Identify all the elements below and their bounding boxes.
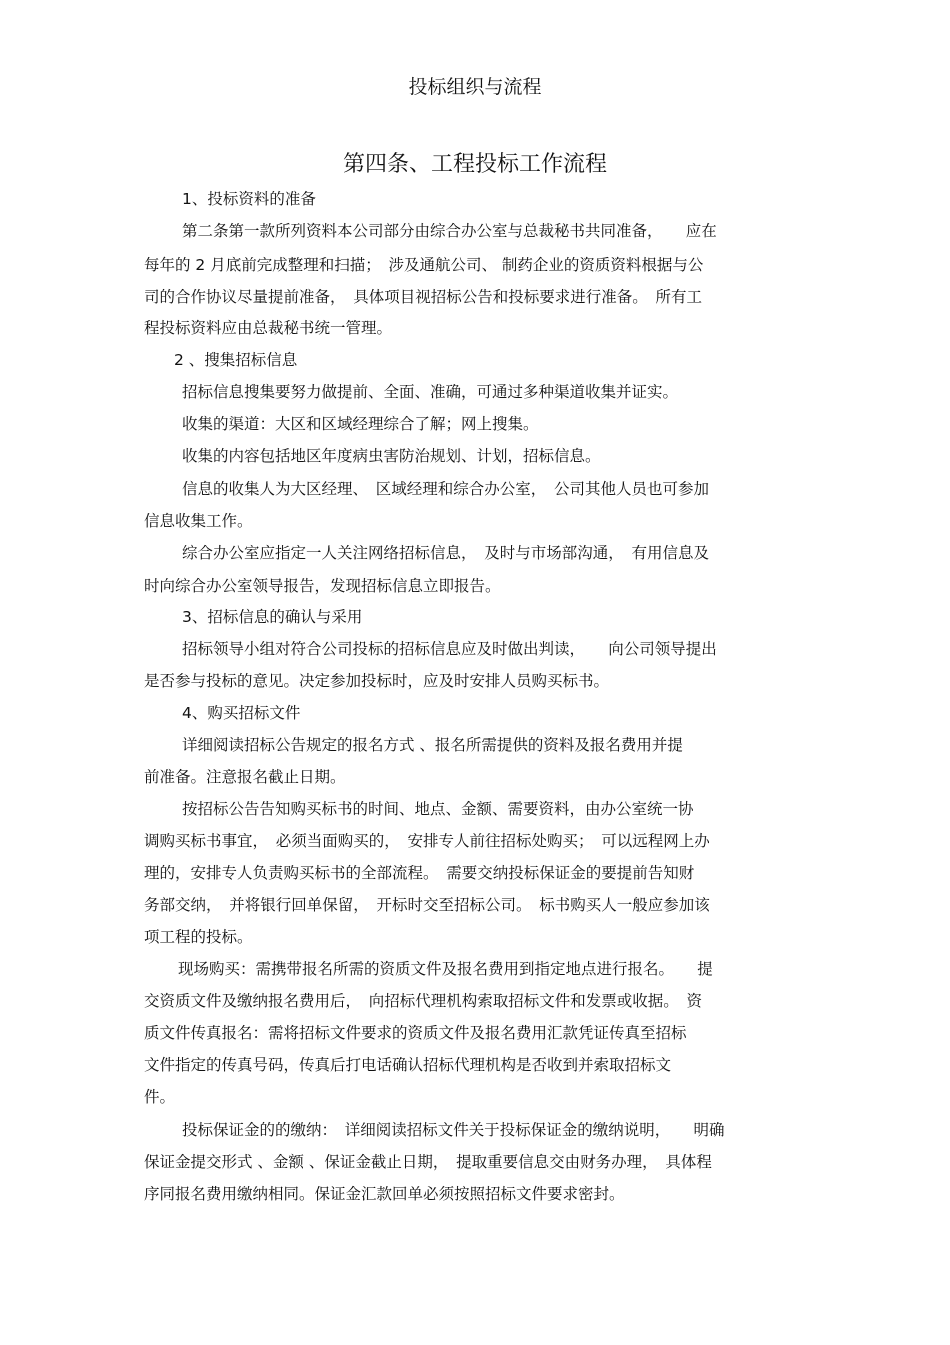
paragraph-line: 第二条第一款所列资料本公司部分由综合办公室与总裁秘书共同准备， 应在 — [182, 222, 717, 240]
paragraph-line: 综合办公室应指定一人关注网络招标信息， 及时与市场部沟通， 有用信息及 — [182, 544, 710, 562]
paragraph-line: 序同报名费用缴纳相同。保证金汇款回单必须按照招标文件要求密封。 — [144, 1185, 625, 1203]
paragraph-line: 时向综合办公室领导报告，发现招标信息立即报告。 — [144, 577, 501, 595]
paragraph-line: 现场购买：需携带报名所需的资质文件及报名费用到指定地点进行报名。 提 — [178, 960, 713, 978]
subheading-3: 3、招标信息的确认与采用 — [182, 608, 363, 626]
paragraph-line: 交资质文件及缴纳报名费用后， 向招标代理机构索取招标文件和发票或收据。 资 — [144, 992, 703, 1010]
subheading-1: 1、投标资料的准备 — [182, 190, 316, 208]
paragraph-line: 程投标资料应由总裁秘书统一管理。 — [144, 319, 393, 337]
paragraph-line: 信息的收集人为大区经理、 区域经理和综合办公室， 公司其他人员也可参加 — [182, 480, 710, 498]
paragraph-line: 招标领导小组对符合公司投标的招标信息应及时做出判读， 向公司领导提出 — [182, 640, 717, 658]
paragraph-line: 质文件传真报名：需将招标文件要求的资质文件及报名费用汇款凭证传真至招标 — [144, 1024, 687, 1042]
paragraph-line: 理的，安排专人负责购买标书的全部流程。 需要交纳投标保证金的要提前告知财 — [144, 864, 695, 882]
paragraph-line: 收集的渠道：大区和区域经理综合了解；网上搜集。 — [182, 415, 539, 433]
paragraph-line: 投标保证金的的缴纳： 详细阅读招标文件关于投标保证金的缴纳说明， 明确 — [182, 1121, 725, 1139]
paragraph-line: 司的合作协议尽量提前准备， 具体项目视招标公告和投标要求进行准备。 所有工 — [144, 288, 703, 306]
subheading-2: 2 、搜集招标信息 — [174, 351, 298, 369]
paragraph-line: 前准备。注意报名截止日期。 — [144, 768, 346, 786]
paragraph-line: 详细阅读招标公告规定的报名方式 、报名所需提供的资料及报名费用并提 — [182, 736, 683, 754]
subheading-4: 4、购买招标文件 — [182, 704, 301, 722]
paragraph-line: 文件指定的传真号码，传真后打电话确认招标代理机构是否收到并索取招标文 — [144, 1056, 672, 1074]
paragraph-line: 按招标公告告知购买标书的时间、地点、金额、需要资料，由办公室统一协 — [182, 800, 694, 818]
paragraph-line: 调购买标书事宜， 必须当面购买的， 安排专人前往招标处购买； 可以远程网上办 — [144, 832, 710, 850]
paragraph-line: 每年的 2 月底前完成整理和扫描； 涉及通航公司、 制药企业的资质资料根据与公 — [144, 256, 704, 274]
paragraph-line: 招标信息搜集要努力做提前、全面、准确，可通过多种渠道收集并证实。 — [182, 383, 679, 401]
paragraph-line: 保证金提交形式 、金额 、保证金截止日期， 提取重要信息交由财务办理， 具体程 — [144, 1153, 712, 1171]
paragraph-line: 务部交纳， 并将银行回单保留， 开标时交至招标公司。 标书购买人一般应参加该 — [144, 896, 710, 914]
paragraph-line: 是否参与投标的意见。决定参加投标时，应及时安排人员购买标书。 — [144, 672, 610, 690]
paragraph-line: 件。 — [144, 1088, 176, 1106]
section-title: 第四条、工程投标工作流程 — [342, 152, 607, 177]
paragraph-line: 项工程的投标。 — [144, 928, 253, 946]
paragraph-line: 收集的内容包括地区年度病虫害防治规划、计划，招标信息。 — [182, 447, 601, 465]
document-title: 投标组织与流程 — [408, 76, 542, 98]
paragraph-line: 信息收集工作。 — [144, 512, 253, 530]
